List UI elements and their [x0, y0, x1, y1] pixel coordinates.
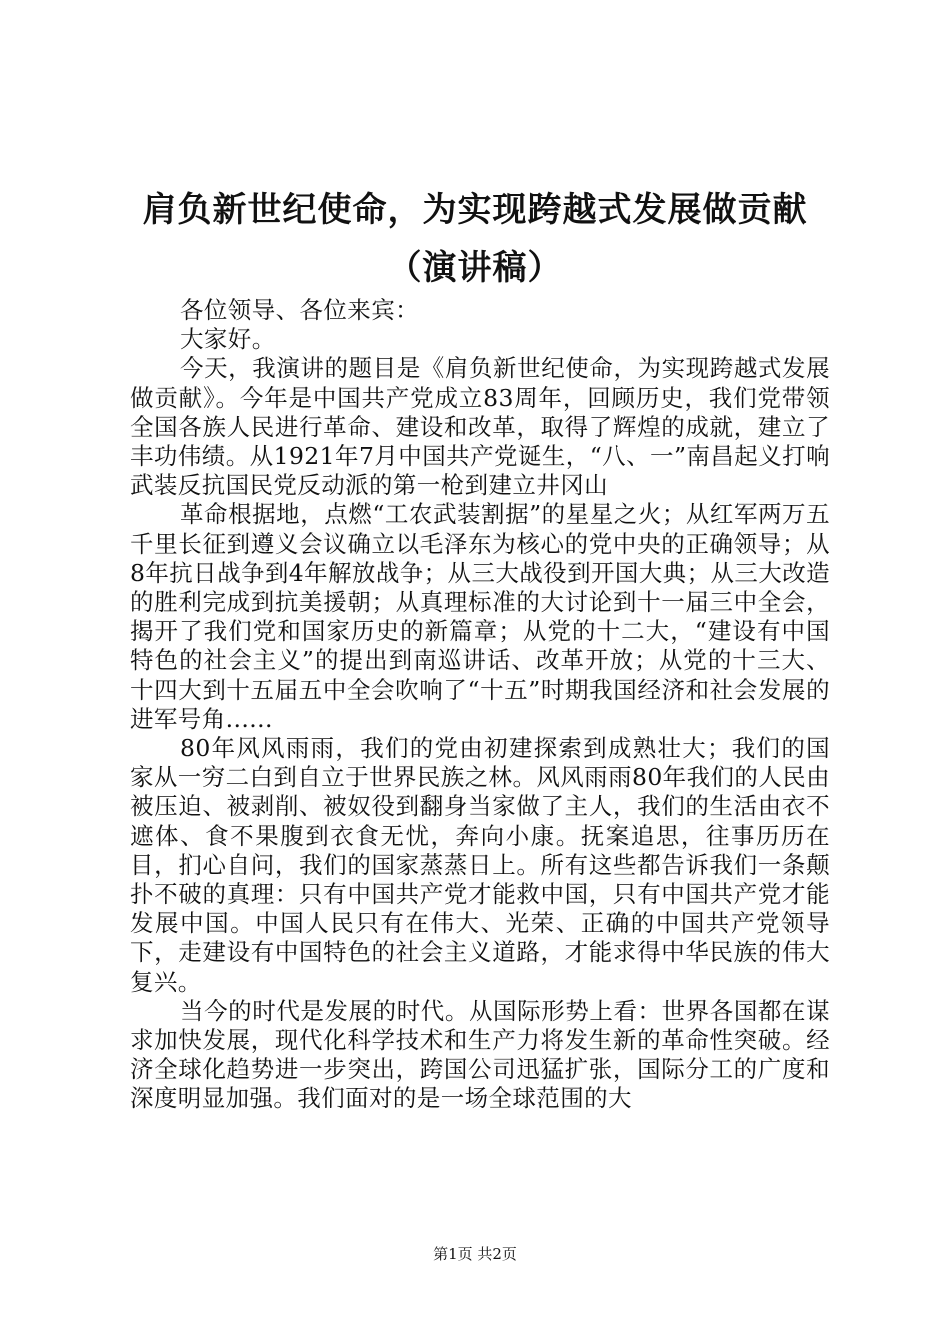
document-title: 肩负新世纪使命，为实现跨越式发展做贡献 [142, 190, 808, 230]
body-paragraph: 当今的时代是发展的时代。从国际形势上看：世界各国都在谋求加快发展，现代化科学技术和生产力将发生新的革命性突破。经济全球化趋势进一步突出，跨国公司迅猛扩张，国际分工的广度和深度明显加强。我们面对的是一场全球范围的大 [130, 996, 830, 1113]
body-paragraph: 革命根据地，点燃“工农武装割据”的星星之火；从红军两万五千里长征到遵义会议确立以毛泽东为核心的党中央的正确领导；从8年抗日战争到4年解放战争；从三大战役到开国大典；从三大改造的胜利完成到抗美援朝；从真理标准的大讨论到十一届三中全会，揭开了我们党和国家历史的新篇章；从党的十二大，“建设有中国特色的社会主义”的提出到南巡讲话、改革开放；从党的十三大、十四大到十五届五中全会吹响了“十五”时期我国经济和社会发展的进军号角...... [130, 500, 830, 733]
greeting: 大家好。 [180, 325, 276, 354]
salutation: 各位领导、各位来宾： [180, 296, 419, 324]
document-subtitle: （演讲稿） [387, 248, 563, 288]
body-paragraph: 今天，我演讲的题目是《肩负新世纪使命，为实现跨越式发展做贡献》。今年是中国共产党成立83周年，回顾历史，我们党带领全国各族人民进行革命、建设和改革，取得了辉煌的成就，建立了丰功伟绩。从1921年7月中国共产党诞生，“八、一”南昌起义打响武装反抗国民党反动派的第一枪到建立井冈山 [130, 354, 830, 500]
page-number-footer: 第1页 共2页 [433, 1245, 517, 1263]
document-body [130, 296, 830, 1114]
body-paragraph: 80年风风雨雨，我们的党由初建探索到成熟壮大；我们的国家从一穷二白到自立于世界民族之林。风风雨雨80年我们的人民由被压迫、被剥削、被奴役到翻身当家做了主人，我们的生活由衣不遮体、食不果腹到衣食无忧，奔向小康。抚案追思，往事历历在目，扪心自问，我们的国家蒸蒸日上。所有这些都告诉我们一条颠扑不破的真理：只有中国共产党才能救中国，只有中国共产党才能发展中国。中国人民只有在伟大、光荣、正确的中国共产党领导下，走建设有中国特色的社会主义道路，才能求得中华民族的伟大复兴。 [130, 734, 830, 996]
